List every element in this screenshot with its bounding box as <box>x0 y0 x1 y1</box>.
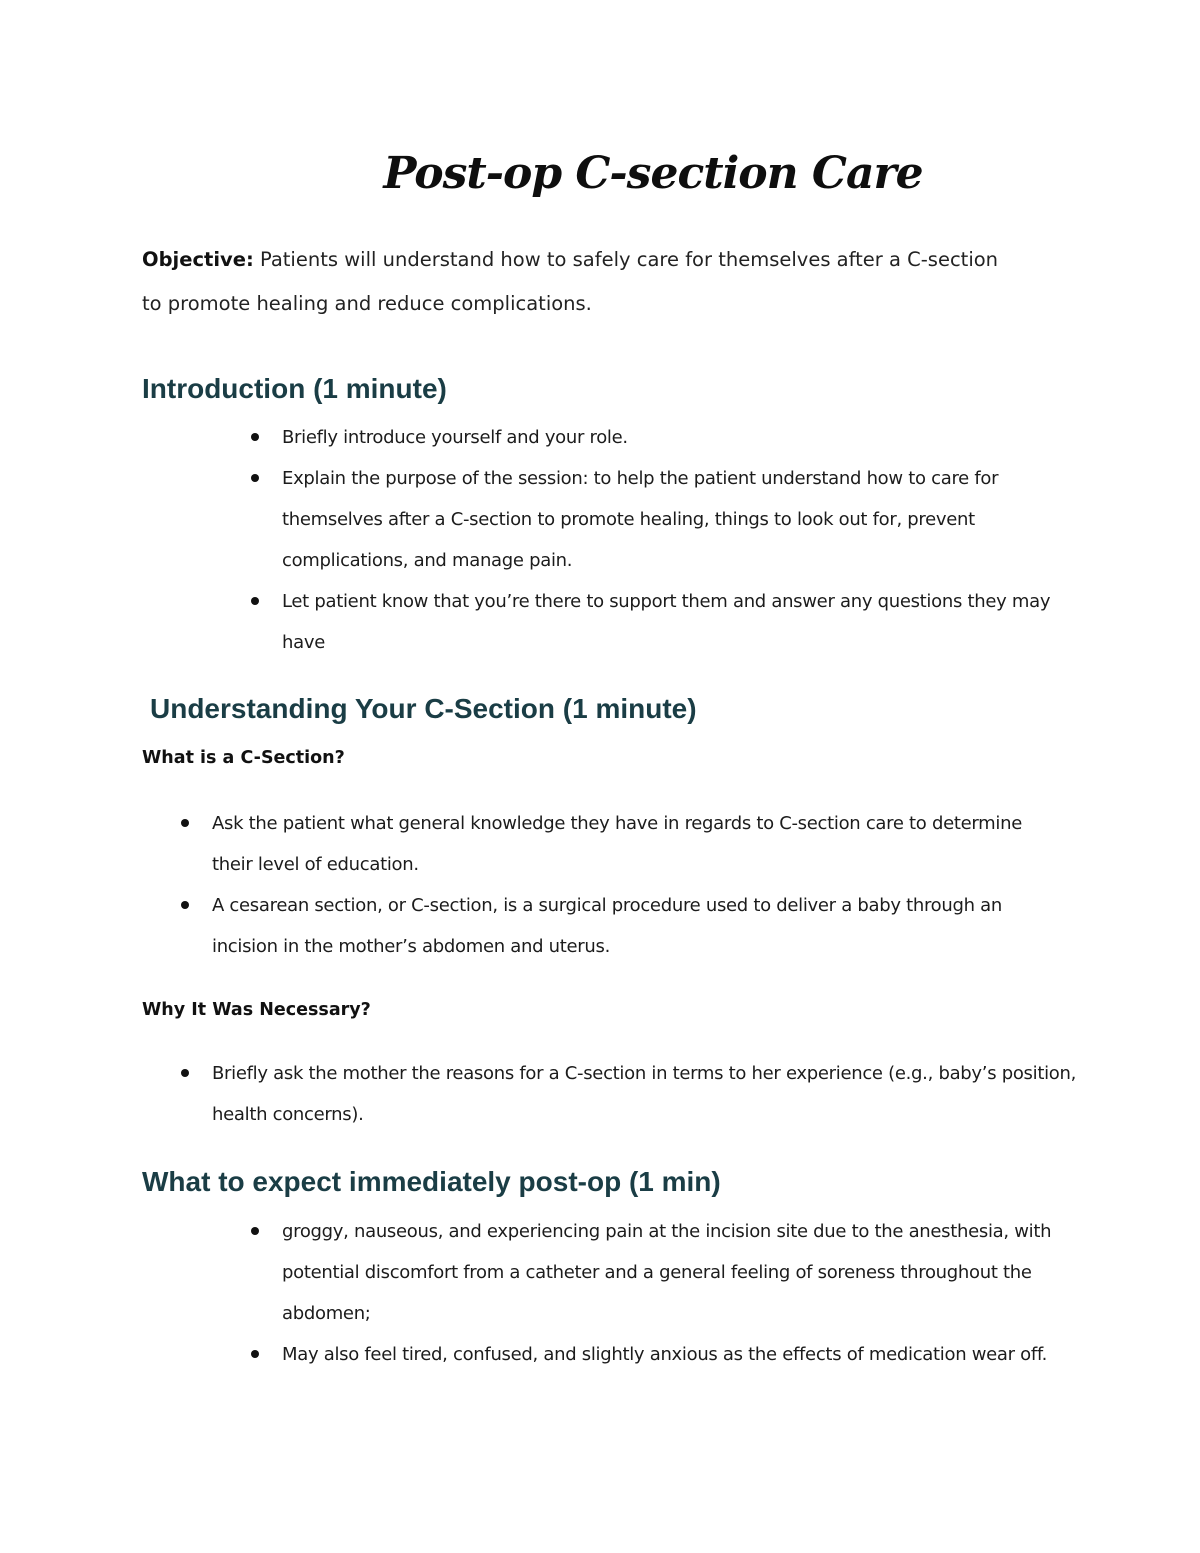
list-item: Briefly ask the mother the reasons for a C-section in terms to her experience (e.g., baby’s position, health concerns). <box>212 1053 1082 1135</box>
understanding-heading: Understanding Your C-Section (1 minute) <box>150 693 697 724</box>
expect-heading: What to expect immediately post-op (1 min) <box>142 1166 721 1197</box>
list-item: May also feel tired, confused, and slightly anxious as the effects of medication wear off. <box>282 1334 1082 1375</box>
objective-text: Patients will understand how to safely care for themselves after a C-section to promote healing and reduce complications. <box>142 248 999 315</box>
list-item: Explain the purpose of the session: to help the patient understand how to care for themselves after a C-section to promote healing, things to look out for, prevent complications, and manage pain. <box>282 458 1082 581</box>
introduction-list <box>282 417 1082 663</box>
list-item: A cesarean section, or C-section, is a surgical procedure used to deliver a baby through an incision in the mother’s abdomen and uterus. <box>212 885 1062 967</box>
list-item: Briefly introduce yourself and your role. <box>282 417 1082 458</box>
expect-list <box>282 1211 1082 1375</box>
objective-paragraph <box>142 238 1002 326</box>
page-title: Post-op C-section Care <box>383 148 923 199</box>
list-item: groggy, nauseous, and experiencing pain at the incision site due to the anesthesia, with potential discomfort from a catheter and a general feeling of soreness throughout the abdomen; <box>282 1211 1082 1334</box>
why-necessary-subheading: Why It Was Necessary? <box>142 1000 371 1020</box>
what-is-subheading: What is a C-Section? <box>142 748 345 768</box>
introduction-heading: Introduction (1 minute) <box>142 373 447 404</box>
objective-label: Objective: <box>142 248 254 271</box>
what-is-list <box>212 803 1062 967</box>
list-item: Let patient know that you’re there to support them and answer any questions they may have <box>282 581 1082 663</box>
why-necessary-list <box>212 1053 1082 1135</box>
list-item: Ask the patient what general knowledge they have in regards to C-section care to determine their level of education. <box>212 803 1062 885</box>
